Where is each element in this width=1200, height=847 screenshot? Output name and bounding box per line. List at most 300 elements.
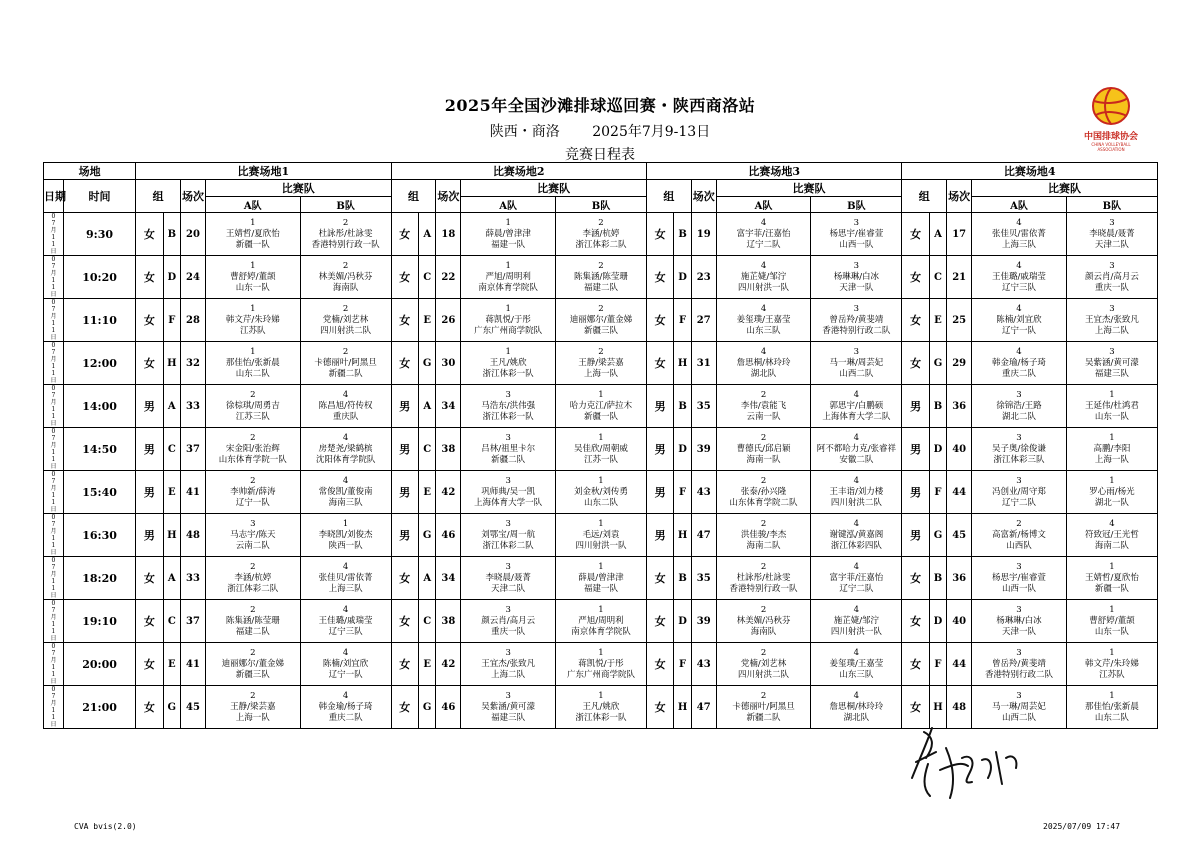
logo-subtitle: CHINA VOLLEYBALL ASSOCIATION — [1091, 142, 1131, 152]
group-cell: E — [163, 643, 180, 686]
date-text: 07月11日 — [50, 256, 57, 298]
seed-rank: 4 — [342, 389, 349, 400]
team-a-cell — [205, 514, 300, 557]
logo-name: 中国排球协会 — [1083, 132, 1138, 142]
seed-rank: 4 — [760, 260, 767, 271]
player-names: 杨琳琳/白冰 — [833, 271, 880, 282]
group-cell: C — [163, 428, 180, 471]
team-name: 上海三队 — [328, 583, 363, 594]
gender-cell: 女 — [136, 299, 163, 342]
table-row — [44, 557, 1158, 600]
team-name: 海南队 — [750, 626, 777, 637]
gender-cell: 女 — [136, 557, 163, 600]
match-number-cell: 39 — [691, 600, 716, 643]
team-a-cell — [461, 557, 556, 600]
group-cell: D — [163, 256, 180, 299]
team-name: 山东一队 — [1094, 626, 1129, 637]
date-cell — [44, 471, 64, 514]
team-name: 天津二队 — [1094, 239, 1129, 250]
group-cell: H — [674, 514, 691, 557]
team-name: 广东广州商学院队 — [566, 669, 635, 680]
match-number-cell: 25 — [947, 299, 972, 342]
team-b-header: B队 — [300, 197, 391, 213]
gender-cell: 女 — [136, 686, 163, 729]
gender-cell: 女 — [391, 256, 418, 299]
seed-rank: 1 — [1109, 389, 1115, 400]
team-name: 山西一队 — [1001, 583, 1036, 594]
gender-cell: 女 — [646, 686, 673, 729]
seed-rank: 1 — [598, 604, 604, 615]
player-names: 蒋凯悦/于彤 — [485, 314, 531, 325]
team-b-cell — [300, 686, 391, 729]
gender-cell: 女 — [902, 342, 929, 385]
team-name: 山东三队 — [746, 325, 781, 336]
team-name: 海南队 — [332, 282, 359, 293]
team-a-cell — [716, 213, 811, 256]
gender-cell: 男 — [646, 514, 673, 557]
gender-cell: 女 — [646, 643, 673, 686]
seed-rank: 2 — [342, 346, 349, 357]
date-cell — [44, 213, 64, 256]
time-cell: 9:30 — [63, 213, 135, 256]
match-number-cell: 28 — [181, 299, 206, 342]
team-name: 福建二队 — [235, 626, 270, 637]
team-name: 浙江体彩一队 — [482, 368, 534, 379]
seed-rank: 1 — [598, 389, 604, 400]
gender-cell: 女 — [391, 342, 418, 385]
team-name: 山西二队 — [1001, 712, 1036, 723]
table-row — [44, 471, 1158, 514]
team-name: 重庆队 — [332, 411, 359, 422]
team-b-cell — [811, 342, 902, 385]
schedule-table — [43, 162, 1158, 729]
seed-rank: 2 — [760, 604, 767, 615]
gender-cell: 女 — [391, 557, 418, 600]
match-number-cell: 42 — [436, 471, 461, 514]
group-cell: A — [418, 385, 435, 428]
team-name: 上海体育大学二队 — [822, 411, 891, 422]
table-row — [44, 299, 1158, 342]
group-cell: D — [929, 428, 946, 471]
team-a-cell — [972, 213, 1067, 256]
team-a-cell — [205, 643, 300, 686]
team-name: 江苏队 — [1099, 669, 1125, 680]
group-cell: C — [418, 256, 435, 299]
group-cell: H — [674, 686, 691, 729]
match-number-cell: 42 — [436, 643, 461, 686]
table-row — [44, 342, 1158, 385]
date-cell — [44, 256, 64, 299]
time-cell: 14:50 — [63, 428, 135, 471]
team-a-cell — [205, 256, 300, 299]
team-b-cell — [811, 686, 902, 729]
team-name: 辽宁二队 — [1001, 497, 1036, 508]
team-a-cell — [461, 643, 556, 686]
team-name: 海南三队 — [328, 497, 363, 508]
date-cell — [44, 643, 64, 686]
team-a-cell — [205, 213, 300, 256]
group-cell: C — [929, 256, 946, 299]
team-a-header: A队 — [205, 197, 300, 213]
seed-rank: 3 — [853, 346, 860, 357]
court-header: 比赛场地2 — [391, 163, 646, 180]
gender-cell: 男 — [902, 471, 929, 514]
team-name: 江苏一队 — [583, 454, 618, 465]
team-name: 新疆二队 — [746, 712, 781, 723]
match-number-cell: 46 — [436, 686, 461, 729]
teams-header: 比赛队 — [972, 180, 1158, 197]
player-names: 李晓凯/刘俊杰 — [318, 529, 373, 540]
match-number-cell: 30 — [436, 342, 461, 385]
player-names: 杨思宇/崔睿萱 — [829, 228, 884, 239]
team-name: 新疆二队 — [491, 454, 526, 465]
player-names: 那佳怡/张新晨 — [225, 357, 280, 368]
player-names: 罗心雨/杨光 — [1089, 486, 1135, 497]
team-name: 浙江体彩二队 — [575, 239, 627, 250]
gender-cell: 女 — [902, 256, 929, 299]
team-name: 福建二队 — [583, 282, 618, 293]
group-cell: F — [674, 299, 691, 342]
team-b-cell — [556, 557, 647, 600]
team-name: 山西二队 — [839, 368, 874, 379]
team-a-cell — [205, 600, 300, 643]
seed-rank: 4 — [853, 432, 860, 443]
table-row — [44, 600, 1158, 643]
team-b-cell — [556, 385, 647, 428]
seed-rank: 4 — [853, 475, 860, 486]
player-names: 薛晨/曾津津 — [578, 572, 624, 583]
player-names: 郭思宇/白鹏硕 — [829, 400, 884, 411]
event-dates: 2025年7月9-13日 — [592, 124, 711, 140]
seed-rank: 3 — [853, 260, 860, 271]
seed-rank: 3 — [505, 690, 511, 701]
team-name: 四川射洪二队 — [738, 669, 790, 680]
seed-rank: 4 — [1016, 217, 1022, 228]
match-number-cell: 36 — [947, 385, 972, 428]
player-names: 王凡/姚欣 — [489, 357, 527, 368]
team-name: 新疆一队 — [235, 239, 270, 250]
match-no-header: 场次 — [691, 180, 716, 213]
team-a-cell — [461, 428, 556, 471]
match-number-cell: 32 — [181, 342, 206, 385]
seed-rank: 4 — [1016, 346, 1022, 357]
gender-cell: 女 — [391, 213, 418, 256]
seed-rank: 1 — [1109, 604, 1115, 615]
schedule-caption: 竞赛日程表 — [565, 147, 635, 163]
player-names: 王佳璐/戚瑞莹 — [992, 271, 1046, 282]
seed-rank: 3 — [1109, 260, 1115, 271]
player-names: 李涵/杭婷 — [582, 228, 620, 239]
team-b-cell — [300, 428, 391, 471]
team-b-cell — [1066, 471, 1157, 514]
seed-rank: 4 — [1016, 303, 1022, 314]
group-cell: B — [674, 213, 691, 256]
player-names: 严旭/周明利 — [485, 271, 531, 282]
group-cell: D — [674, 256, 691, 299]
team-name: 四川射洪一队 — [575, 540, 627, 551]
team-b-cell — [556, 643, 647, 686]
team-a-cell — [716, 471, 811, 514]
player-names: 颜云肖/高月云 — [1084, 271, 1139, 282]
group-cell: B — [929, 557, 946, 600]
team-b-header: B队 — [811, 197, 902, 213]
match-number-cell: 46 — [436, 514, 461, 557]
gender-cell: 女 — [391, 600, 418, 643]
player-names: 王凡/姚欣 — [582, 701, 620, 712]
seed-rank: 3 — [853, 217, 860, 228]
group-cell: F — [674, 643, 691, 686]
player-names: 冯创业/周守郑 — [992, 486, 1046, 497]
team-a-cell — [972, 428, 1067, 471]
team-b-cell — [556, 686, 647, 729]
player-names: 刘鄂宝/周一航 — [481, 529, 536, 540]
player-names: 曹舒婷/董颉 — [1089, 615, 1135, 626]
team-name: 浙江体彩二队 — [227, 583, 279, 594]
seed-rank: 1 — [250, 303, 256, 314]
seed-rank: 1 — [505, 303, 511, 314]
team-name: 香港特别行政一队 — [729, 583, 798, 594]
team-a-cell — [205, 385, 300, 428]
time-header: 时间 — [63, 180, 135, 213]
match-number-cell: 41 — [181, 643, 206, 686]
team-a-cell — [205, 471, 300, 514]
match-no-header: 场次 — [181, 180, 206, 213]
seed-rank: 3 — [505, 518, 511, 529]
team-name: 广东广州商学院队 — [474, 325, 543, 336]
seed-rank: 2 — [250, 475, 256, 486]
match-number-cell: 44 — [947, 643, 972, 686]
player-names: 王婧哲/夏欣怡 — [225, 228, 280, 239]
player-names: 王佳璐/戚瑞莹 — [318, 615, 373, 626]
team-name: 新疆二队 — [328, 368, 363, 379]
seed-rank: 4 — [1109, 518, 1115, 529]
team-name: 山东体育学院一队 — [218, 454, 287, 465]
team-b-cell — [556, 256, 647, 299]
seed-rank: 4 — [853, 647, 860, 658]
seed-rank: 3 — [1016, 690, 1022, 701]
team-name: 新疆一队 — [583, 411, 618, 422]
seed-rank: 4 — [1016, 260, 1022, 271]
player-names: 高富新/杨博文 — [992, 529, 1046, 540]
group-cell: A — [929, 213, 946, 256]
team-b-cell — [811, 557, 902, 600]
player-names: 迪丽娜尔/董金娣 — [569, 314, 633, 325]
player-names: 阿不都哈力克/张睿祥 — [816, 443, 897, 454]
match-number-cell: 40 — [947, 600, 972, 643]
date-cell — [44, 428, 64, 471]
seed-rank: 4 — [342, 561, 349, 572]
team-b-cell — [811, 299, 902, 342]
group-cell: H — [163, 514, 180, 557]
player-names: 刘金秋/刘传勇 — [574, 486, 628, 497]
team-name: 山西队 — [1006, 540, 1032, 551]
team-name: 四川射洪一队 — [738, 282, 790, 293]
gender-cell: 女 — [136, 600, 163, 643]
seed-rank: 2 — [250, 561, 256, 572]
group-cell: A — [418, 557, 435, 600]
time-cell: 18:20 — [63, 557, 135, 600]
group-cell: E — [929, 299, 946, 342]
seed-rank: 2 — [760, 389, 767, 400]
player-names: 党楠/刘艺林 — [740, 658, 787, 669]
match-number-cell: 24 — [181, 256, 206, 299]
group-cell: F — [163, 299, 180, 342]
team-name: 海南一队 — [746, 454, 781, 465]
match-number-cell: 22 — [436, 256, 461, 299]
team-name: 上海一队 — [1094, 454, 1129, 465]
match-number-cell: 33 — [181, 557, 206, 600]
team-b-cell — [811, 514, 902, 557]
team-b-cell — [556, 514, 647, 557]
court-header: 比赛场地1 — [136, 163, 391, 180]
player-names: 洪佳骏/李杰 — [740, 529, 787, 540]
team-a-cell — [461, 514, 556, 557]
gender-cell: 男 — [646, 428, 673, 471]
team-a-cell — [461, 686, 556, 729]
gender-cell: 女 — [136, 342, 163, 385]
teams-header: 比赛队 — [716, 180, 902, 197]
group-cell: G — [163, 686, 180, 729]
gender-cell: 男 — [391, 514, 418, 557]
group-cell: E — [163, 471, 180, 514]
team-b-cell — [300, 256, 391, 299]
player-names: 李伟/袁能飞 — [740, 400, 787, 411]
group-cell: H — [674, 342, 691, 385]
team-a-cell — [972, 643, 1067, 686]
seed-rank: 3 — [505, 432, 511, 443]
team-a-cell — [716, 385, 811, 428]
time-cell: 12:00 — [63, 342, 135, 385]
gender-cell: 女 — [646, 299, 673, 342]
gender-cell: 女 — [391, 299, 418, 342]
team-a-cell — [461, 600, 556, 643]
group-cell: E — [418, 471, 435, 514]
gender-cell: 女 — [646, 256, 673, 299]
seed-rank: 4 — [853, 690, 860, 701]
team-name: 香港特别行政二队 — [822, 325, 891, 336]
table-row — [44, 428, 1158, 471]
team-b-cell — [300, 471, 391, 514]
seed-rank: 2 — [250, 432, 256, 443]
player-names: 宋金阳/张治辉 — [225, 443, 280, 454]
team-a-cell — [716, 299, 811, 342]
team-name: 辽宁二队 — [839, 583, 874, 594]
seed-rank: 1 — [342, 518, 349, 529]
seed-rank: 2 — [250, 690, 256, 701]
seed-rank: 2 — [250, 604, 256, 615]
gender-cell: 女 — [902, 557, 929, 600]
match-number-cell: 38 — [436, 428, 461, 471]
team-name: 福建三队 — [491, 712, 526, 723]
team-name: 浙江体彩一队 — [482, 411, 534, 422]
player-names: 韩金瑜/杨子琦 — [318, 701, 373, 712]
player-names: 高鹏/李阳 — [1093, 443, 1131, 454]
group-cell: A — [418, 213, 435, 256]
court-header: 比赛场地4 — [902, 163, 1158, 180]
player-names: 常俊凯/董俊南 — [318, 486, 373, 497]
date-text: 07月11日 — [50, 514, 57, 556]
team-b-cell — [1066, 342, 1157, 385]
team-name: 辽宁二队 — [746, 239, 781, 250]
team-a-cell — [716, 686, 811, 729]
seed-rank: 4 — [760, 303, 767, 314]
group-cell: A — [163, 557, 180, 600]
seed-rank: 1 — [1109, 475, 1115, 486]
gender-cell: 男 — [391, 428, 418, 471]
gender-cell: 女 — [902, 299, 929, 342]
seed-rank: 4 — [853, 561, 860, 572]
player-names: 房楚尧/梁鹤槟 — [318, 443, 373, 454]
seed-rank: 2 — [342, 260, 349, 271]
match-number-cell: 45 — [947, 514, 972, 557]
team-name: 重庆二队 — [1001, 368, 1036, 379]
match-number-cell: 38 — [436, 600, 461, 643]
team-a-cell — [461, 471, 556, 514]
seed-rank: 2 — [598, 303, 604, 314]
team-a-cell — [716, 514, 811, 557]
match-number-cell: 40 — [947, 428, 972, 471]
time-cell: 21:00 — [63, 686, 135, 729]
seed-rank: 4 — [853, 518, 860, 529]
time-cell: 14:00 — [63, 385, 135, 428]
team-name: 新疆三队 — [235, 669, 270, 680]
team-name: 辽宁一队 — [328, 669, 363, 680]
seed-rank: 1 — [1109, 432, 1115, 443]
player-names: 韩文芹/朱玲娣 — [225, 314, 280, 325]
team-b-cell — [1066, 256, 1157, 299]
player-names: 詹思桐/林玲玲 — [829, 701, 884, 712]
team-b-cell — [1066, 643, 1157, 686]
gender-cell: 女 — [391, 686, 418, 729]
group-cell: D — [929, 600, 946, 643]
team-b-cell — [300, 514, 391, 557]
team-b-header: B队 — [1066, 197, 1157, 213]
match-number-cell: 20 — [181, 213, 206, 256]
seed-rank: 3 — [853, 303, 860, 314]
match-number-cell: 45 — [181, 686, 206, 729]
match-number-cell: 31 — [691, 342, 716, 385]
player-names: 卡德丽叶/阿黑旦 — [732, 701, 795, 712]
group-cell: G — [929, 342, 946, 385]
seed-rank: 3 — [1016, 604, 1022, 615]
player-names: 张佳贝/雷依菁 — [318, 572, 373, 583]
table-row — [44, 514, 1158, 557]
player-names: 杨思宇/崔睿萱 — [992, 572, 1046, 583]
team-b-cell — [1066, 686, 1157, 729]
player-names: 陈楠/刘宜欣 — [322, 658, 369, 669]
player-names: 杨琳琳/白冰 — [996, 615, 1042, 626]
seed-rank: 4 — [342, 690, 349, 701]
team-name: 辽宁三队 — [328, 626, 363, 637]
team-b-cell — [300, 385, 391, 428]
seed-rank: 3 — [250, 518, 256, 529]
team-b-cell — [300, 643, 391, 686]
team-name: 上海二队 — [491, 669, 526, 680]
match-number-cell: 37 — [181, 428, 206, 471]
gender-cell: 男 — [902, 514, 929, 557]
volleyball-emblem-icon — [1089, 84, 1133, 128]
team-a-cell — [972, 299, 1067, 342]
team-a-cell — [461, 385, 556, 428]
player-names: 姜玺璞/王嘉莹 — [736, 314, 791, 325]
group-cell: F — [929, 643, 946, 686]
gender-cell: 女 — [646, 557, 673, 600]
match-number-cell: 37 — [181, 600, 206, 643]
court-header: 比赛场地3 — [646, 163, 901, 180]
seed-rank: 2 — [598, 346, 604, 357]
player-names: 李涵/杭婷 — [234, 572, 272, 583]
player-names: 王宜杰/张致凡 — [481, 658, 536, 669]
